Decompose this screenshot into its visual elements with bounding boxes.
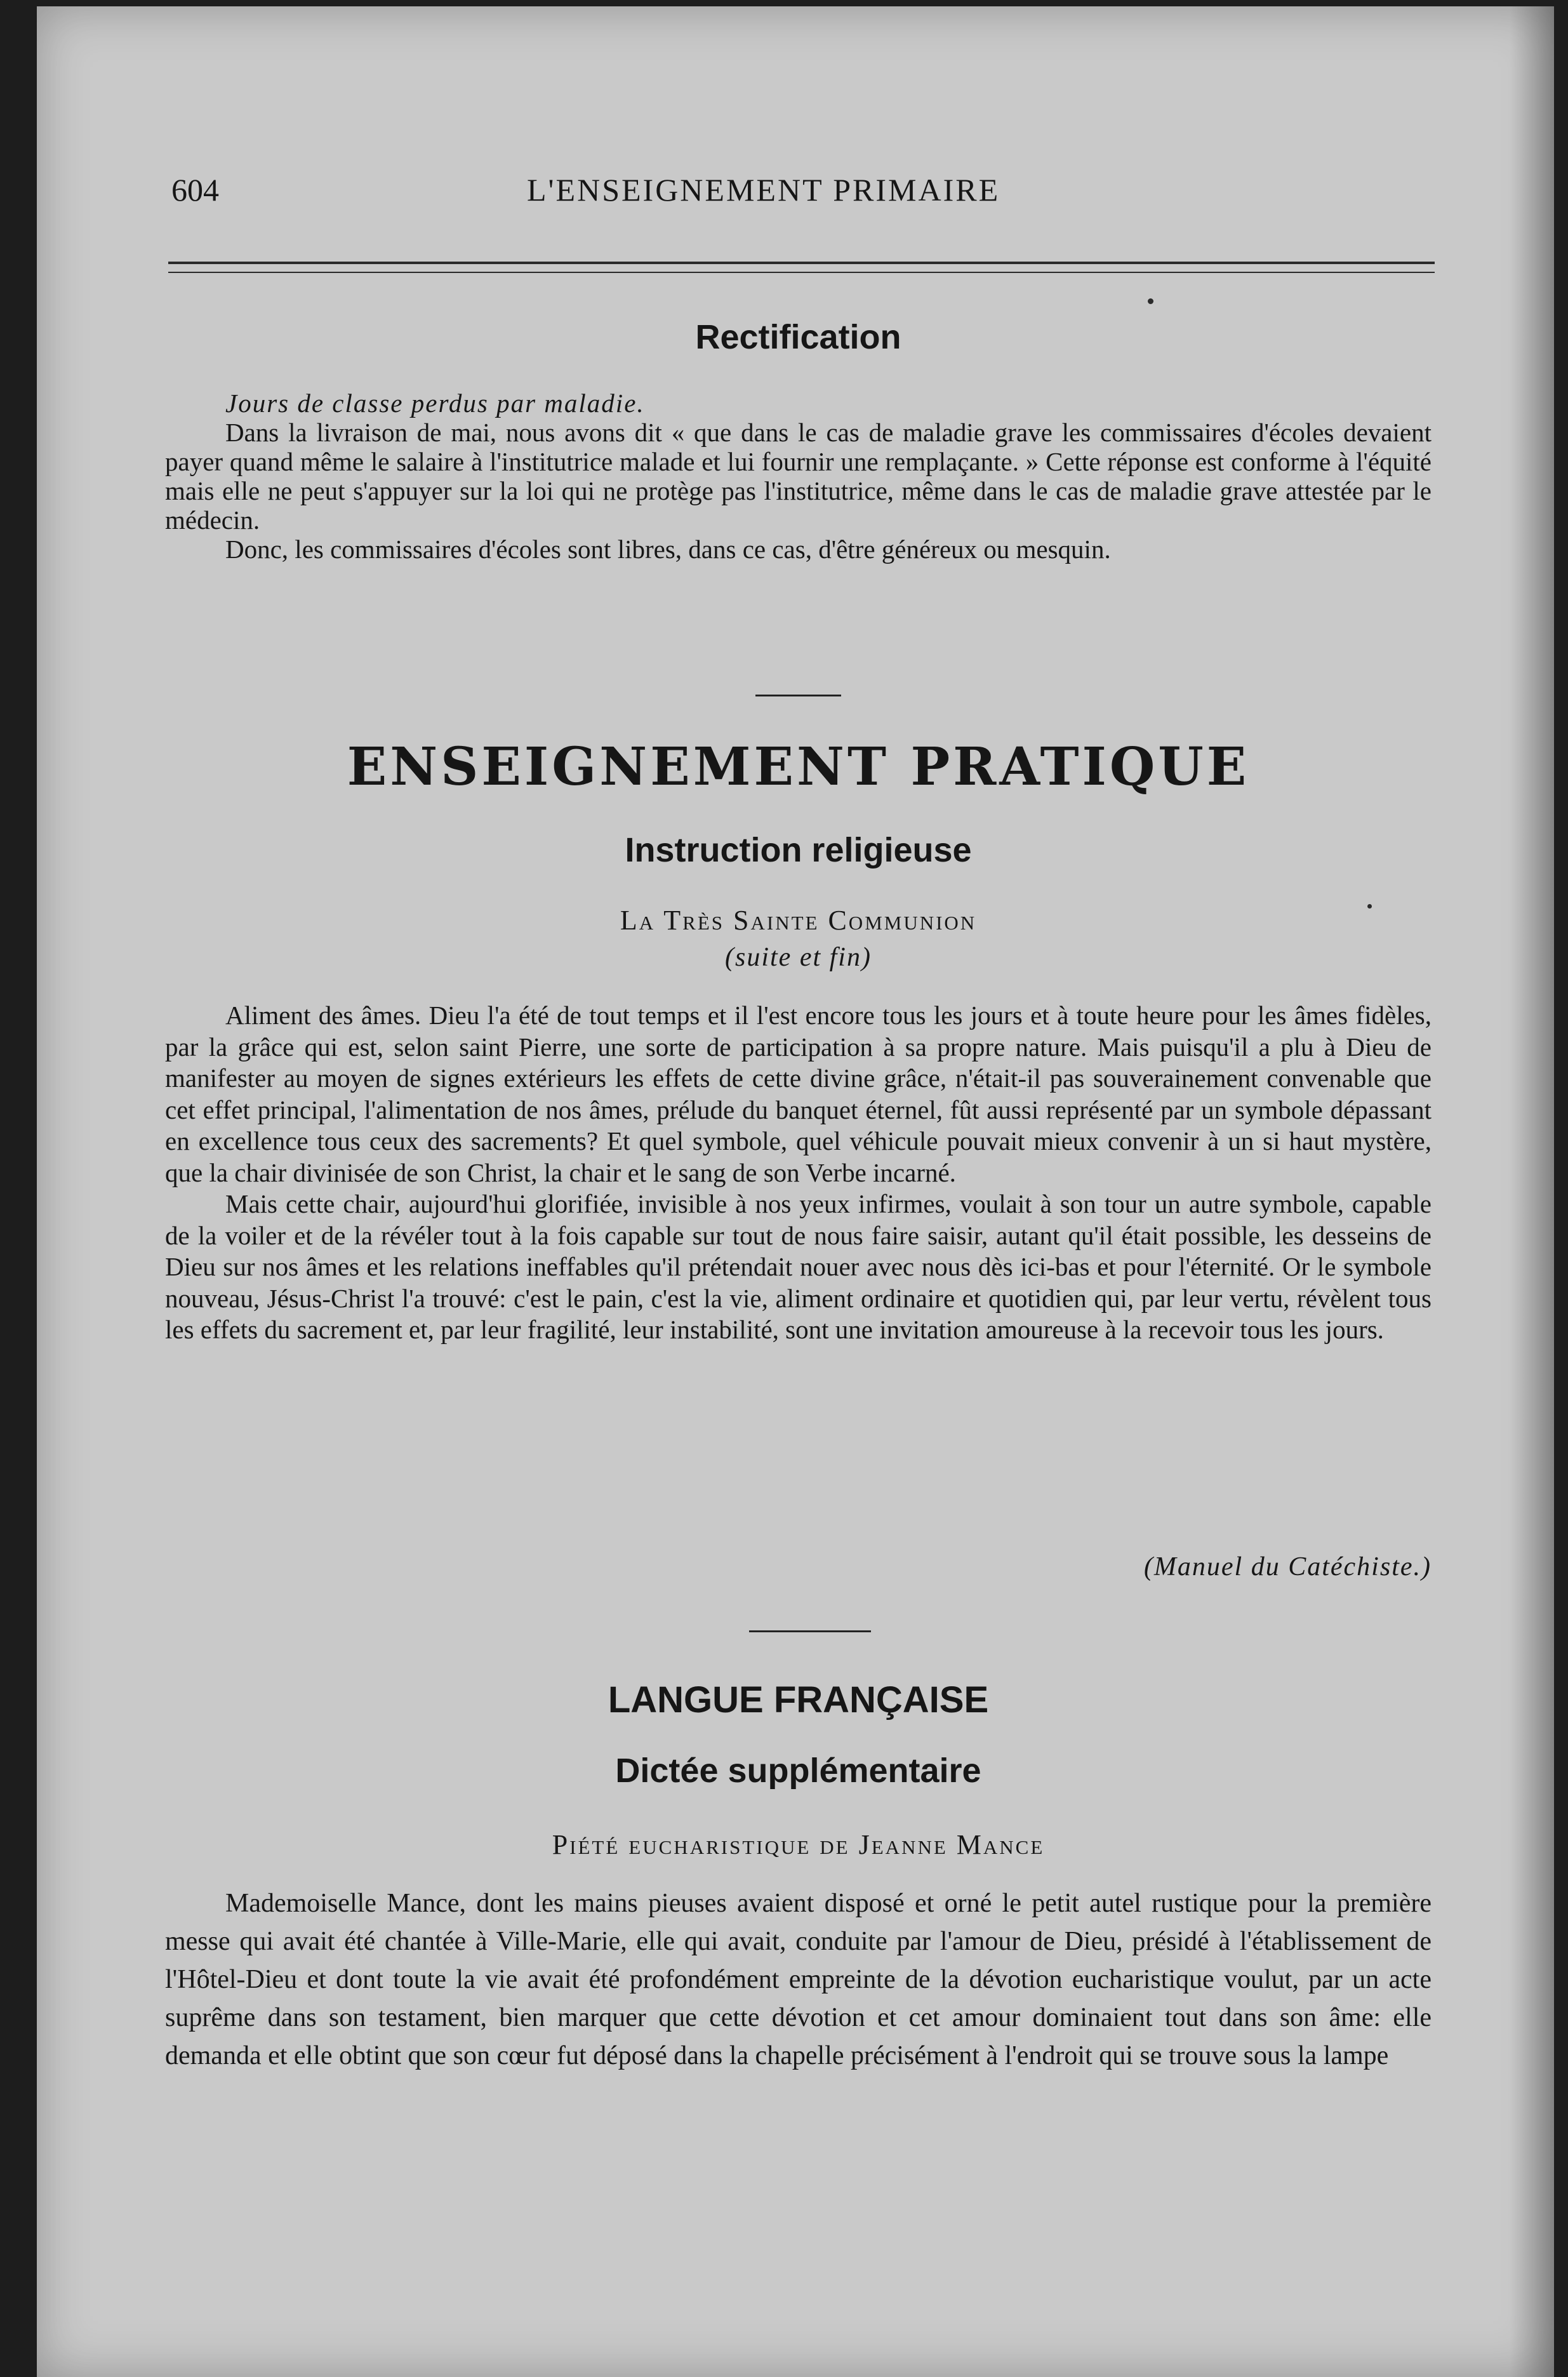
- section-title: ENSEIGNEMENT PRATIQUE: [347, 736, 1250, 797]
- religious-paragraph: Aliment des âmes. Dieu l'a été de tout temps et il l'est encore tous les jours et à toute heure pour les âmes fidèles, par la grâce qui est, selon saint Pierre, une sorte de participation à sa propre nature. Mais puisqu'il a plu à Dieu de manifester au moyen de signes extérieurs les effets de cette divine grâce, n'était-il pas souverainement convenable que cet effet principal, l'alimentation de nos âmes, prélude du banquet éternel, fût aussi représenté par un symbole dépassant en excellence tous ceux des sacrements? Et quel symbole, quel véhicule pouvait mieux convenir à un si haut mystère, que la chair divinisée de son Christ, la chair et le sang de son Verbe incarné.: [165, 1001, 1432, 1187]
- religious-paragraph: Mais cette chair, aujourd'hui glorifiée, invisible à nos yeux infirmes, voulait à son tour un autre symbole, capable de la voiler et de la révéler tout à la fois capable sur tout de nous faire saisir, autant qu'il était possible, les desseins de Dieu sur nos âmes et les relations ineffables qu'il prétendait nouer avec nous dès ici-bas et pour l'éternité. Or le symbole nouveau, Jésus-Christ l'a trouvé: c'est le pain, c'est la vie, aliment ordinaire et quotidien qui, par leur vertu, révèlent tous les effets du sacrement et, par leur fragilité, leur instabilité, sont une invitation amoureuse à la recevoir tous les jours.: [165, 1189, 1432, 1344]
- religious-body: [165, 1000, 1432, 1346]
- dictation-body: [165, 1884, 1432, 2075]
- rectification-title: Rectification: [695, 318, 901, 356]
- journal-title: L'ENSEIGNEMENT PRIMAIRE: [527, 172, 1000, 208]
- dictation-paragraph: Mademoiselle Mance, dont les mains pieuses avaient disposé et orné le petit autel rustique pour la première messe qui avait été chantée à Ville-Marie, elle qui avait, conduite par l'amour de Dieu, présidé à l'établissement de l'Hôtel-Dieu et dont toute la vie avait été profondément empreinte de la dévotion eucharistique voulut, par un acte suprême dans son testament, bien marquer que cette dévotion et cet amour dominaient tout dans son âme: elle demanda et elle obtint que son cœur fut déposé dans la chapelle précisément à l'endroit qui se trouve sous la lampe: [165, 1889, 1432, 2070]
- rectification-subtitle-block: [165, 389, 1432, 418]
- rectification-paragraph: Donc, les commissaires d'écoles sont libres, dans ce cas, d'être généreux ou mesquin.: [225, 535, 1111, 564]
- header-double-rule: [168, 262, 1435, 273]
- rectification-paragraph: Dans la livraison de mai, nous avons dit « que dans le cas de maladie grave les commissaires d'écoles devaient payer quand même le salaire à l'institutrice malade et lui fournir une remplaçante. » Cette réponse est conforme à l'équité mais elle ne peut s'appuyer sur la loi qui ne protège pas l'institutrice, même dans le cas de maladie grave attestée par le médecin.: [165, 418, 1432, 535]
- rectification-subtitle: Jours de classe perdus par maladie.: [225, 389, 645, 418]
- page-edge-shadow: [1510, 6, 1554, 2377]
- dictation-title: Piété eucharistique de Jeanne Mance: [552, 1829, 1045, 1860]
- french-subheading: Dictée supplémentaire: [615, 1752, 981, 1790]
- running-head: [171, 171, 1435, 222]
- print-speck: [1148, 298, 1153, 304]
- lesson-title: La Très Sainte Communion: [620, 905, 977, 936]
- religious-heading: Instruction religieuse: [625, 831, 972, 869]
- rectification-body: [165, 418, 1432, 564]
- attribution: (Manuel du Catéchiste.): [1143, 1552, 1432, 1581]
- section-divider: [749, 1630, 871, 1632]
- lesson-subtitle: (suite et fin): [725, 943, 872, 972]
- section-divider: [755, 695, 841, 696]
- page-number: 604: [171, 172, 219, 208]
- french-heading: LANGUE FRANÇAISE: [608, 1679, 989, 1721]
